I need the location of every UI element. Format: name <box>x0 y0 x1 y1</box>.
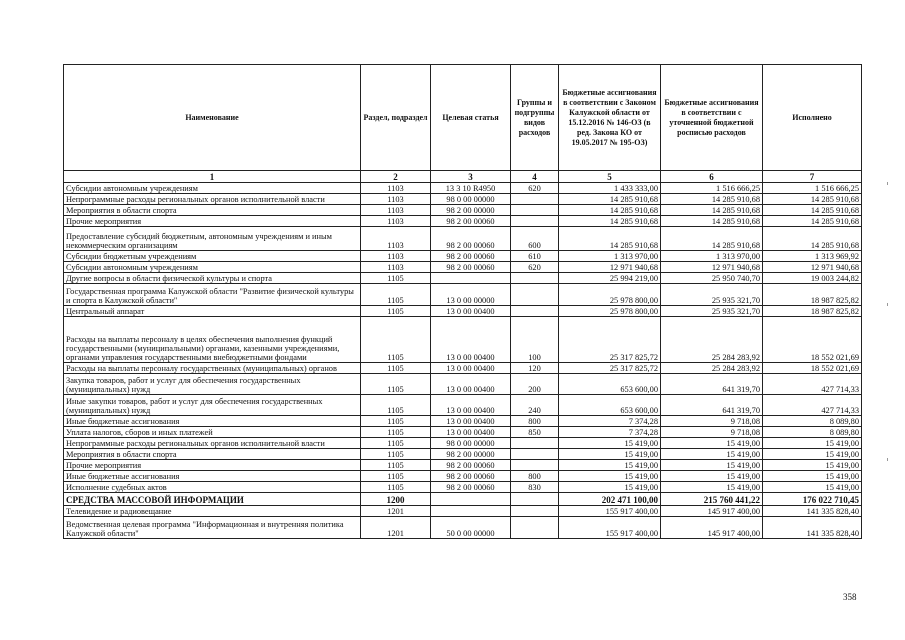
row-expense-group: 100 <box>511 317 559 363</box>
scan-mark <box>887 303 888 306</box>
row-law-amount: 14 285 910,68 <box>559 216 661 227</box>
row-refined-amount: 15 419,00 <box>661 482 763 493</box>
header-group: Группы и подгруппы видов расходов <box>511 65 559 171</box>
row-refined-amount: 15 419,00 <box>661 449 763 460</box>
row-section: 1103 <box>361 194 431 205</box>
row-law-amount: 25 994 219,00 <box>559 273 661 284</box>
row-law-amount: 15 419,00 <box>559 438 661 449</box>
row-target-article: 98 2 00 00060 <box>431 460 511 471</box>
row-executed-amount: 15 419,00 <box>763 460 862 471</box>
column-number: 7 <box>763 171 862 183</box>
row-section: 1105 <box>361 482 431 493</box>
row-law-amount: 25 317 825,72 <box>559 363 661 374</box>
row-target-article: 98 2 00 00060 <box>431 471 511 482</box>
row-executed-amount: 141 335 828,40 <box>763 506 862 517</box>
row-law-amount: 7 374,28 <box>559 416 661 427</box>
row-name: Мероприятия в области спорта <box>64 449 361 460</box>
table-body <box>64 183 862 539</box>
row-name: Субсидии автономным учреждениям <box>64 262 361 273</box>
row-name: СРЕДСТВА МАССОВОЙ ИНФОРМАЦИИ <box>64 493 361 506</box>
header-executed: Исполнено <box>763 65 862 171</box>
table-row <box>64 493 862 506</box>
row-section: 1103 <box>361 251 431 262</box>
row-executed-amount: 18 552 021,69 <box>763 317 862 363</box>
row-expense-group <box>511 493 559 506</box>
row-executed-amount: 8 089,80 <box>763 427 862 438</box>
row-name: Иные закупки товаров, работ и услуг для обеспечения государственных (муниципальных) нужд <box>64 395 361 416</box>
row-executed-amount: 176 022 710,45 <box>763 493 862 506</box>
row-expense-group: 600 <box>511 227 559 251</box>
row-expense-group <box>511 216 559 227</box>
table-row <box>64 460 862 471</box>
table-row <box>64 363 862 374</box>
table-row <box>64 471 862 482</box>
row-name: Расходы на выплаты персоналу в целях обеспечения выполнения функций государственными (муниципальными) органами, казенными учреждениями, органами управления государственными внебюджетными фондами <box>64 317 361 363</box>
row-name: Мероприятия в области спорта <box>64 205 361 216</box>
row-law-amount: 12 971 940,68 <box>559 262 661 273</box>
row-expense-group <box>511 205 559 216</box>
scan-mark <box>887 182 888 185</box>
row-target-article <box>431 506 511 517</box>
row-expense-group <box>511 460 559 471</box>
row-name: Непрограммные расходы региональных органов исполнительной власти <box>64 194 361 205</box>
row-name: Расходы на выплаты персоналу государственных (муниципальных) органов <box>64 363 361 374</box>
row-executed-amount: 427 714,33 <box>763 374 862 395</box>
row-expense-group <box>511 284 559 306</box>
row-refined-amount: 25 935 321,70 <box>661 306 763 317</box>
row-section: 1200 <box>361 493 431 506</box>
row-name: Государственная программа Калужской области "Развитие физической культуры и спорта в Калужской области" <box>64 284 361 306</box>
row-executed-amount: 15 419,00 <box>763 482 862 493</box>
row-section: 1201 <box>361 506 431 517</box>
row-law-amount: 202 471 100,00 <box>559 493 661 506</box>
row-name: Предоставление субсидий бюджетным, автономным учреждениям и иным некоммерческим организациям <box>64 227 361 251</box>
column-number: 5 <box>559 171 661 183</box>
row-target-article: 13 0 00 00000 <box>431 284 511 306</box>
row-executed-amount: 12 971 940,68 <box>763 262 862 273</box>
row-refined-amount: 9 718,08 <box>661 416 763 427</box>
row-name: Уплата налогов, сборов и иных платежей <box>64 427 361 438</box>
row-target-article <box>431 273 511 284</box>
row-section: 1103 <box>361 216 431 227</box>
row-expense-group: 800 <box>511 416 559 427</box>
table-row <box>64 183 862 194</box>
row-name: Субсидии бюджетным учреждениям <box>64 251 361 262</box>
row-expense-group: 830 <box>511 482 559 493</box>
row-target-article: 13 0 00 00400 <box>431 317 511 363</box>
row-law-amount: 653 600,00 <box>559 374 661 395</box>
table-row <box>64 262 862 273</box>
table-row <box>64 216 862 227</box>
row-law-amount: 15 419,00 <box>559 460 661 471</box>
column-number: 1 <box>64 171 361 183</box>
row-law-amount: 15 419,00 <box>559 449 661 460</box>
row-name: Исполнение судебных актов <box>64 482 361 493</box>
header-section: Раздел, подраздел <box>361 65 431 171</box>
table-row <box>64 273 862 284</box>
row-executed-amount: 14 285 910,68 <box>763 194 862 205</box>
row-expense-group: 620 <box>511 183 559 194</box>
row-refined-amount: 25 935 321,70 <box>661 284 763 306</box>
row-name: Телевидение и радиовещание <box>64 506 361 517</box>
row-refined-amount: 15 419,00 <box>661 460 763 471</box>
table-row <box>64 395 862 416</box>
row-law-amount: 14 285 910,68 <box>559 205 661 216</box>
row-section: 1105 <box>361 427 431 438</box>
row-target-article: 50 0 00 00000 <box>431 517 511 539</box>
row-section: 1103 <box>361 262 431 273</box>
row-target-article: 98 2 00 00060 <box>431 251 511 262</box>
column-number: 2 <box>361 171 431 183</box>
row-refined-amount: 25 950 740,70 <box>661 273 763 284</box>
row-name: Субсидии автономным учреждениям <box>64 183 361 194</box>
row-target-article: 98 2 00 00060 <box>431 216 511 227</box>
row-section: 1105 <box>361 306 431 317</box>
row-law-amount: 155 917 400,00 <box>559 517 661 539</box>
row-refined-amount: 15 419,00 <box>661 438 763 449</box>
row-target-article: 13 0 00 00400 <box>431 306 511 317</box>
row-executed-amount: 141 335 828,40 <box>763 517 862 539</box>
row-law-amount: 25 978 800,00 <box>559 284 661 306</box>
row-name: Другие вопросы в области физической культуры и спорта <box>64 273 361 284</box>
row-target-article: 13 0 00 00400 <box>431 416 511 427</box>
row-executed-amount: 18 987 825,82 <box>763 284 862 306</box>
row-law-amount: 25 317 825,72 <box>559 317 661 363</box>
row-law-amount: 14 285 910,68 <box>559 227 661 251</box>
row-name: Закупка товаров, работ и услуг для обеспечения государственных (муниципальных) нужд <box>64 374 361 395</box>
row-expense-group <box>511 273 559 284</box>
row-executed-amount: 15 419,00 <box>763 438 862 449</box>
row-section: 1105 <box>361 449 431 460</box>
column-number: 3 <box>431 171 511 183</box>
row-refined-amount: 641 319,70 <box>661 395 763 416</box>
row-section: 1105 <box>361 438 431 449</box>
row-executed-amount: 14 285 910,68 <box>763 227 862 251</box>
row-refined-amount: 15 419,00 <box>661 471 763 482</box>
column-number: 4 <box>511 171 559 183</box>
row-name: Прочие мероприятия <box>64 460 361 471</box>
row-law-amount: 155 917 400,00 <box>559 506 661 517</box>
row-law-amount: 653 600,00 <box>559 395 661 416</box>
row-section: 1105 <box>361 317 431 363</box>
row-expense-group: 120 <box>511 363 559 374</box>
table-row <box>64 427 862 438</box>
row-section: 1103 <box>361 183 431 194</box>
row-target-article: 13 0 00 00400 <box>431 363 511 374</box>
row-law-amount: 7 374,28 <box>559 427 661 438</box>
row-name: Центральный аппарат <box>64 306 361 317</box>
row-target-article: 98 0 00 00000 <box>431 194 511 205</box>
row-section: 1105 <box>361 395 431 416</box>
row-name: Иные бюджетные ассигнования <box>64 416 361 427</box>
row-refined-amount: 145 917 400,00 <box>661 517 763 539</box>
row-expense-group: 610 <box>511 251 559 262</box>
row-expense-group <box>511 517 559 539</box>
row-executed-amount: 8 089,80 <box>763 416 862 427</box>
table-row <box>64 482 862 493</box>
table-row <box>64 284 862 306</box>
scan-mark <box>887 458 888 461</box>
row-executed-amount: 18 987 825,82 <box>763 306 862 317</box>
page-number: 358 <box>843 592 857 602</box>
row-section: 1103 <box>361 205 431 216</box>
row-expense-group <box>511 506 559 517</box>
table-row <box>64 416 862 427</box>
table-row <box>64 194 862 205</box>
row-target-article: 98 2 00 00060 <box>431 262 511 273</box>
row-target-article: 98 0 00 00000 <box>431 438 511 449</box>
table-row <box>64 506 862 517</box>
row-target-article: 98 2 00 00000 <box>431 205 511 216</box>
row-section: 1105 <box>361 416 431 427</box>
table-row <box>64 251 862 262</box>
column-number: 6 <box>661 171 763 183</box>
row-law-amount: 1 313 970,00 <box>559 251 661 262</box>
header-law: Бюджетные ассигнования в соответствии с Законом Калужской области от 15.12.2016 № 146-ОЗ (в ред. Закона КО от 19.05.2017 № 195-ОЗ) <box>559 65 661 171</box>
row-target-article: 13 0 00 00400 <box>431 395 511 416</box>
row-target-article: 98 2 00 00000 <box>431 449 511 460</box>
row-expense-group: 800 <box>511 471 559 482</box>
row-section: 1105 <box>361 273 431 284</box>
table-row <box>64 227 862 251</box>
row-target-article: 13 0 00 00400 <box>431 427 511 438</box>
row-refined-amount: 25 284 283,92 <box>661 363 763 374</box>
row-executed-amount: 15 419,00 <box>763 449 862 460</box>
row-refined-amount: 215 760 441,22 <box>661 493 763 506</box>
row-executed-amount: 18 552 021,69 <box>763 363 862 374</box>
row-refined-amount: 14 285 910,68 <box>661 216 763 227</box>
header-name: Наименование <box>64 65 361 171</box>
table-row <box>64 517 862 539</box>
row-refined-amount: 14 285 910,68 <box>661 205 763 216</box>
row-section: 1105 <box>361 363 431 374</box>
column-number-row <box>64 171 862 183</box>
row-target-article <box>431 493 511 506</box>
row-section: 1103 <box>361 227 431 251</box>
row-target-article: 98 2 00 00060 <box>431 482 511 493</box>
row-section: 1105 <box>361 460 431 471</box>
row-name: Иные бюджетные ассигнования <box>64 471 361 482</box>
table-row <box>64 317 862 363</box>
row-section: 1105 <box>361 284 431 306</box>
row-expense-group <box>511 438 559 449</box>
row-executed-amount: 19 003 244,82 <box>763 273 862 284</box>
budget-table <box>63 64 862 539</box>
row-law-amount: 1 433 333,00 <box>559 183 661 194</box>
row-executed-amount: 1 313 969,92 <box>763 251 862 262</box>
table-row <box>64 205 862 216</box>
header-row <box>64 65 862 171</box>
row-name: Ведомственная целевая программа "Информационная и внутренняя политика Калужской области" <box>64 517 361 539</box>
row-executed-amount: 15 419,00 <box>763 471 862 482</box>
row-refined-amount: 14 285 910,68 <box>661 194 763 205</box>
row-executed-amount: 427 714,33 <box>763 395 862 416</box>
row-expense-group <box>511 194 559 205</box>
row-refined-amount: 14 285 910,68 <box>661 227 763 251</box>
row-name: Прочие мероприятия <box>64 216 361 227</box>
row-name: Непрограммные расходы региональных органов исполнительной власти <box>64 438 361 449</box>
row-section: 1105 <box>361 374 431 395</box>
row-section: 1105 <box>361 471 431 482</box>
header-refined: Бюджетные ассигнования в соответствии с уточненной бюджетной росписью расходов <box>661 65 763 171</box>
row-refined-amount: 641 319,70 <box>661 374 763 395</box>
row-expense-group <box>511 449 559 460</box>
row-target-article: 13 3 10 R4950 <box>431 183 511 194</box>
row-executed-amount: 1 516 666,25 <box>763 183 862 194</box>
row-expense-group: 620 <box>511 262 559 273</box>
row-law-amount: 15 419,00 <box>559 482 661 493</box>
row-refined-amount: 9 718,08 <box>661 427 763 438</box>
row-refined-amount: 1 313 970,00 <box>661 251 763 262</box>
row-refined-amount: 1 516 666,25 <box>661 183 763 194</box>
row-expense-group: 850 <box>511 427 559 438</box>
table-row <box>64 438 862 449</box>
row-expense-group: 240 <box>511 395 559 416</box>
row-target-article: 13 0 00 00400 <box>431 374 511 395</box>
row-target-article: 98 2 00 00060 <box>431 227 511 251</box>
table-row <box>64 449 862 460</box>
row-law-amount: 15 419,00 <box>559 471 661 482</box>
row-law-amount: 14 285 910,68 <box>559 194 661 205</box>
row-law-amount: 25 978 800,00 <box>559 306 661 317</box>
row-expense-group: 200 <box>511 374 559 395</box>
row-refined-amount: 12 971 940,68 <box>661 262 763 273</box>
row-section: 1201 <box>361 517 431 539</box>
table-row <box>64 374 862 395</box>
row-executed-amount: 14 285 910,68 <box>763 216 862 227</box>
row-executed-amount: 14 285 910,68 <box>763 205 862 216</box>
row-refined-amount: 25 284 283,92 <box>661 317 763 363</box>
table-row <box>64 306 862 317</box>
header-target: Целевая статья <box>431 65 511 171</box>
row-refined-amount: 145 917 400,00 <box>661 506 763 517</box>
row-expense-group <box>511 306 559 317</box>
